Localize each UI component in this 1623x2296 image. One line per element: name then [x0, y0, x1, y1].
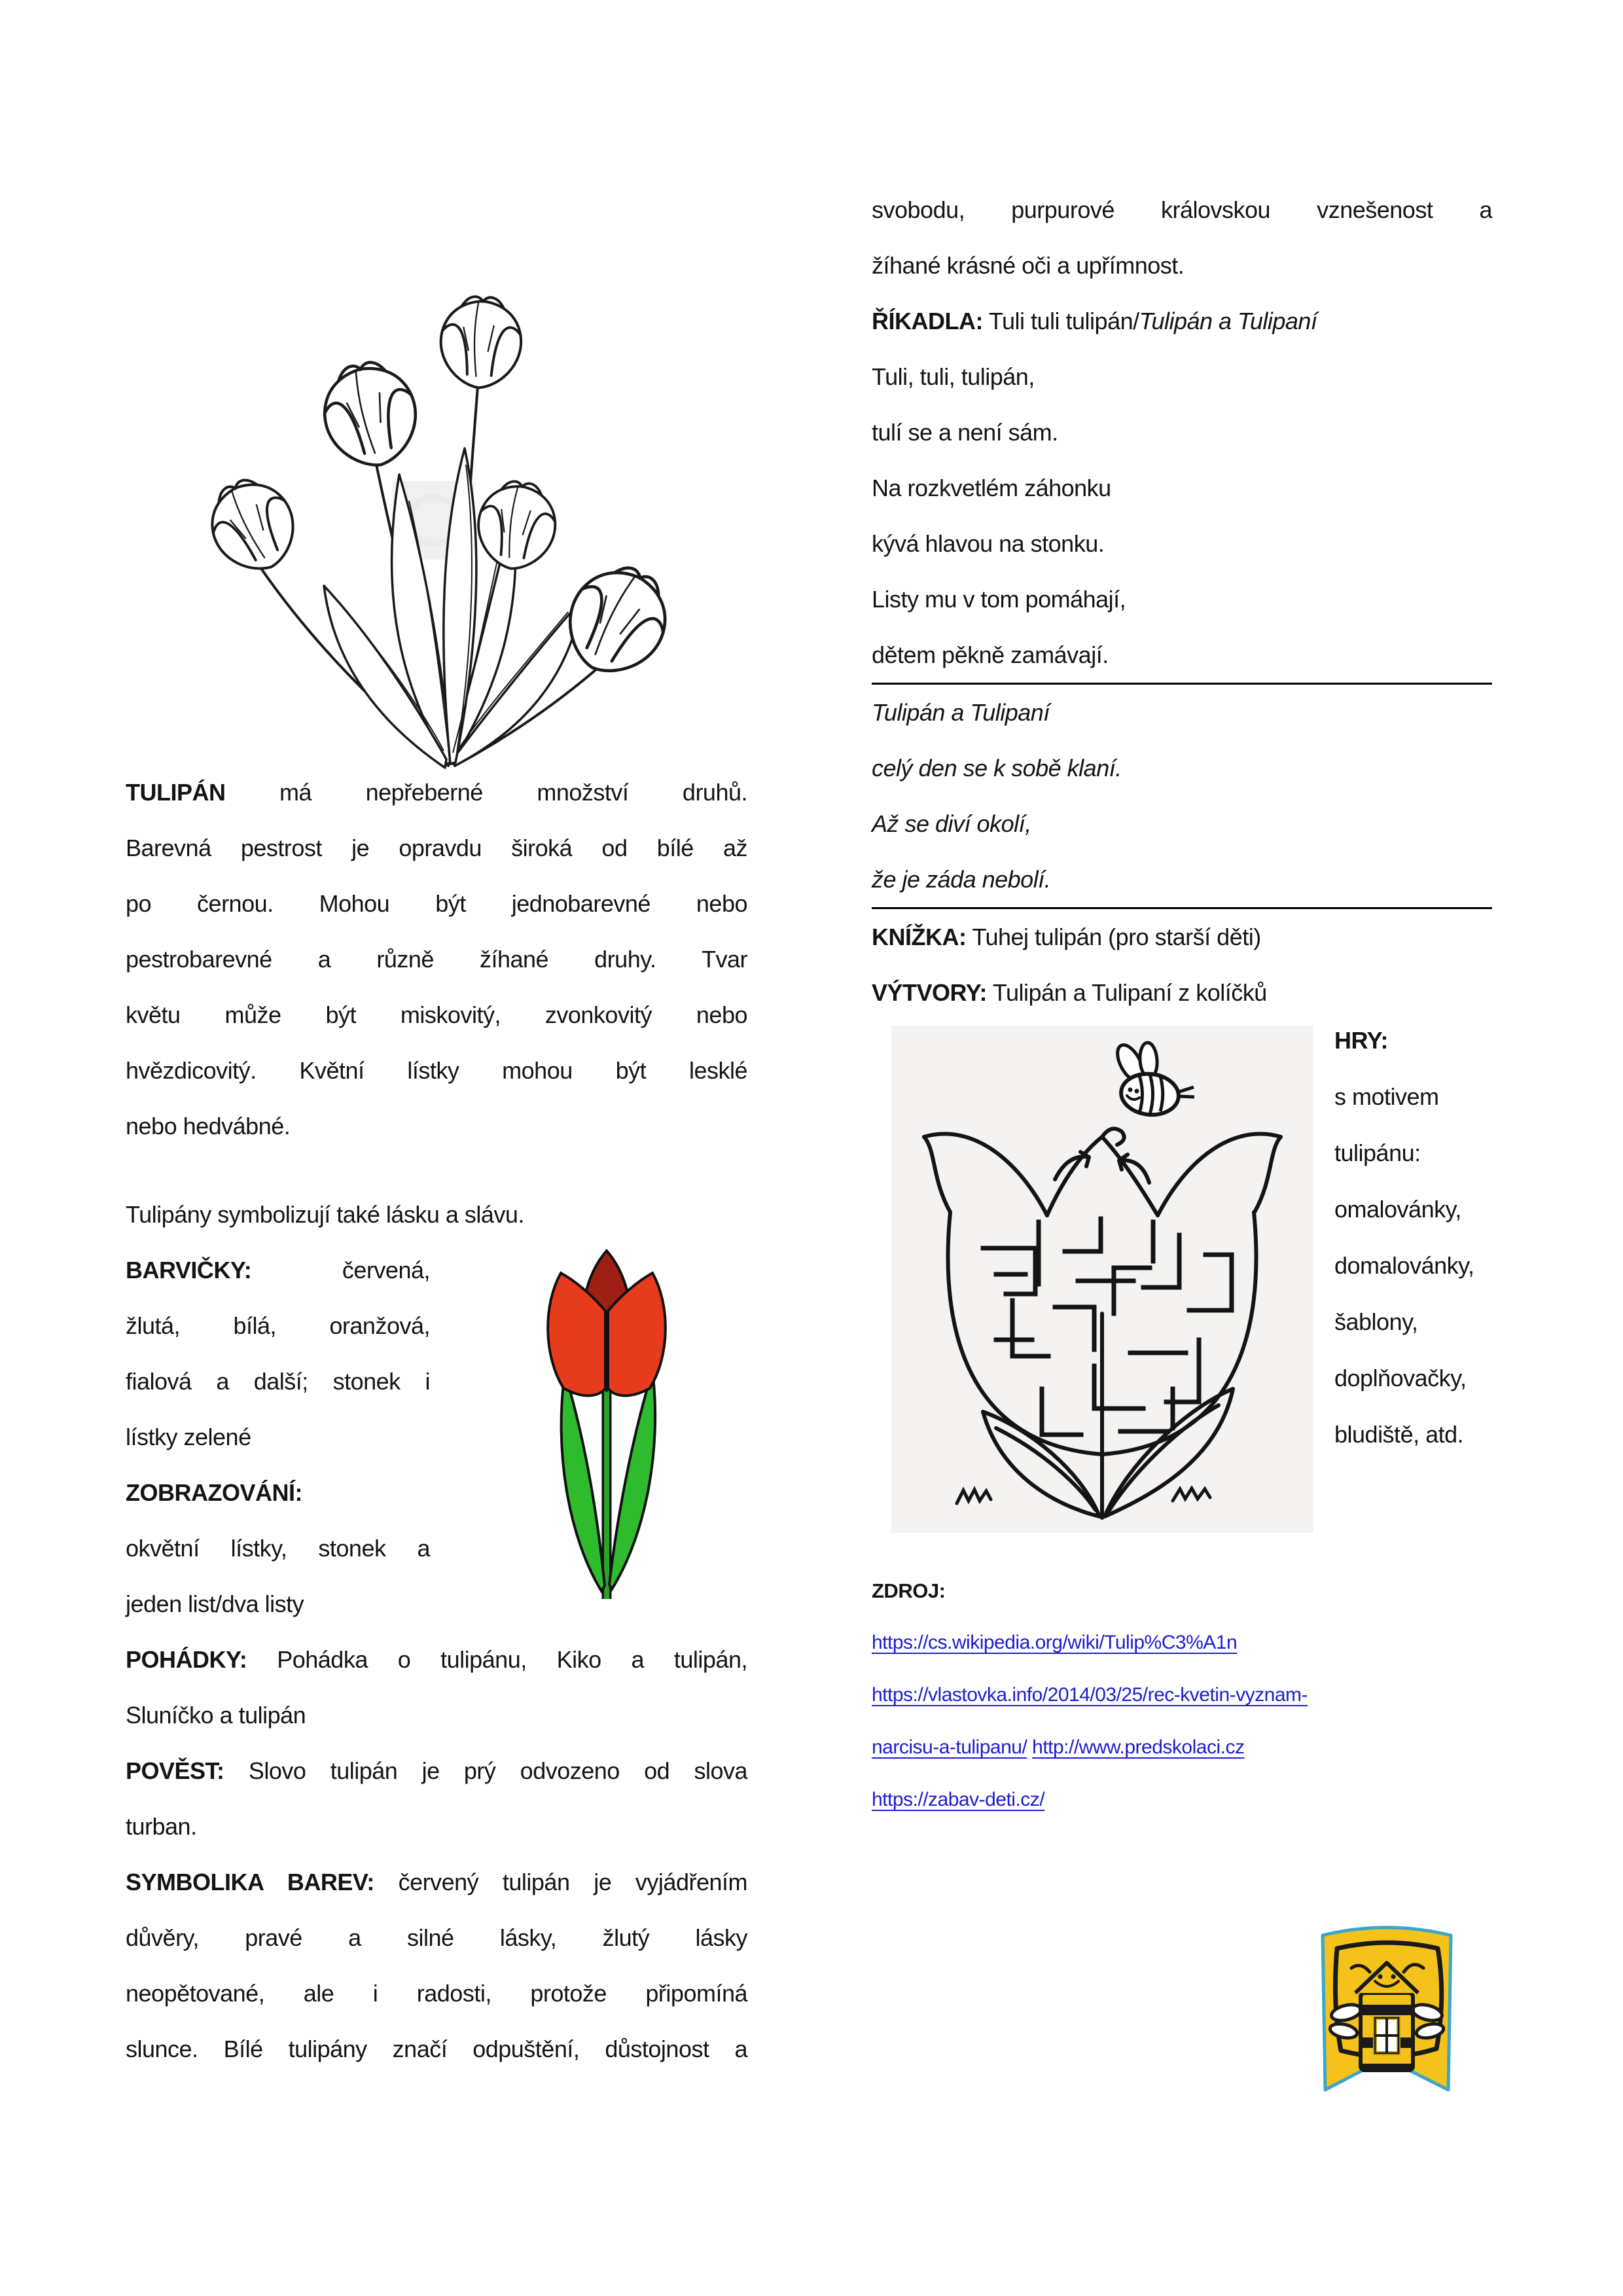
sources-heading: ZDROJ: [872, 1579, 946, 1602]
source-link[interactable]: https://vlastovka.info/2014/03/25/rec-kvetin-vyznam- [872, 1684, 1308, 1706]
bee-house-ribbon-logo [1312, 1908, 1461, 2094]
text-line: důvěry, pravé a silné lásky, žlutý lásky [126, 1924, 747, 1951]
text-line: domalovánky, [1334, 1252, 1474, 1279]
text-line: POHÁDKY: Pohádka o tulipánu, Kiko a tulipán, [126, 1646, 747, 1673]
text-line: jeden list/dva listy [126, 1590, 304, 1617]
text-line: lístky zelené [126, 1424, 251, 1450]
text-line: celý den se k sobě klaní. [872, 755, 1122, 781]
text-line: žlutá, bílá, oranžová, [126, 1312, 430, 1339]
text-line: BARVIČKY: červená, [126, 1257, 430, 1283]
left-wrapped-section [126, 1242, 747, 2077]
text-line: POVĚST: Slovo tulipán je prý odvozeno od slova [126, 1757, 747, 1784]
text-line: žíhané krásné oči a upřímnost. [872, 252, 1185, 279]
hry-list [1334, 1013, 1491, 1463]
sources-section [872, 1566, 1492, 1826]
left-column [126, 764, 747, 2077]
text-line: okvětní lístky, stonek a [126, 1535, 430, 1562]
text-line: Tulipán a Tulipaní [872, 699, 1050, 726]
source-link[interactable]: narcisu-a-tulipanu/ [872, 1736, 1027, 1758]
text-line: turban. [126, 1813, 197, 1840]
text-line: HRY: [1334, 1027, 1388, 1054]
text-line: Na rozkvetlém záhonku [872, 475, 1111, 501]
text-line: slunce. Bílé tulipány značí odpuštění, důstojnost a [126, 2036, 747, 2062]
text-line: ŘÍKADLA: Tuli tuli tulipán/Tulipán a Tulipaní [872, 308, 1317, 334]
text-line: TULIPÁN má nepřeberné množství druhů. [126, 779, 747, 806]
text-line: ZOBRAZOVÁNÍ: [126, 1479, 302, 1506]
text-line: květu může být miskovitý, zvonkovitý nebo [126, 1001, 747, 1028]
source-link[interactable]: http://www.predskolaci.cz [1032, 1736, 1245, 1758]
text-line: tulí se a není sám. [872, 419, 1058, 446]
tulip-maze-icon [891, 1026, 1313, 1533]
text-line: dětem pěkně zamávají. [872, 641, 1109, 668]
bee-house-logo-icon [1312, 1908, 1461, 2094]
red-tulip-icon [430, 1232, 747, 1609]
text-line: že je záda nebolí. [872, 866, 1051, 893]
text-line: Tulipány symbolizují také lásku a slávu. [126, 1201, 524, 1228]
text-line: Až se diví okolí, [872, 810, 1031, 837]
left-intro-paragraphs [126, 764, 747, 1242]
text-line: fialová a další; stonek i [126, 1368, 430, 1395]
tulip-bouquet-sketch-image [183, 167, 726, 776]
text-line: Tuli, tuli, tulipán, [872, 363, 1035, 390]
text-line: šablony, [1334, 1308, 1418, 1335]
source-link[interactable]: https://zabav-deti.cz/ [872, 1789, 1045, 1810]
source-link[interactable]: https://cs.wikipedia.org/wiki/Tulip%C3%A1n [872, 1632, 1238, 1653]
tulip-bouquet-sketch-icon [183, 167, 726, 776]
link-line [872, 1721, 1492, 1774]
right-column [872, 182, 1492, 1533]
text-line: svobodu, purpurové královskou vznešenost a [872, 196, 1492, 223]
text-line: SYMBOLIKA BAREV: červený tulipán je vyjádřením [126, 1869, 747, 1895]
link-line [872, 1669, 1492, 1721]
text-line: s motivem [1334, 1083, 1439, 1110]
text-line: bludiště, atd. [1334, 1421, 1464, 1448]
link-line [872, 1774, 1492, 1826]
maze-section [872, 1026, 1492, 1533]
red-tulip-clipart [430, 1232, 747, 1609]
text-line: omalovánky, [1334, 1196, 1461, 1223]
text-line: pestrobarevné a různě žíhané druhy. Tvar [126, 946, 747, 973]
text-line: po černou. Mohou být jednobarevné nebo [126, 890, 747, 917]
text-line: tulipánu: [1334, 1139, 1421, 1166]
link-line [872, 1617, 1492, 1669]
tulip-maze-image [891, 1026, 1313, 1533]
book-lines [872, 909, 1492, 1020]
text-line: Listy mu v tom pomáhají, [872, 586, 1126, 613]
text-line: VÝTVORY: Tulipán a Tulipaní z kolíčků [872, 979, 1267, 1006]
text-line: Barevná pestrost je opravdu široká od bílé až [126, 834, 747, 861]
text-line: hvězdicovitý. Květní lístky mohou být lesklé [126, 1057, 747, 1084]
text-line: neopětované, ale i radosti, protože připomíná [126, 1980, 747, 2007]
text-line: Sluníčko a tulipán [126, 1702, 306, 1729]
text-line: kývá hlavou na stonku. [872, 530, 1105, 557]
text-line: nebo hedvábné. [126, 1113, 291, 1139]
text-line: doplňovačky, [1334, 1365, 1467, 1391]
text-line: KNÍŽKA: Tuhej tulipán (pro starší děti) [872, 924, 1261, 950]
right-top-paragraphs [872, 182, 1492, 683]
sources-links [872, 1617, 1492, 1826]
poem-block [872, 685, 1492, 907]
